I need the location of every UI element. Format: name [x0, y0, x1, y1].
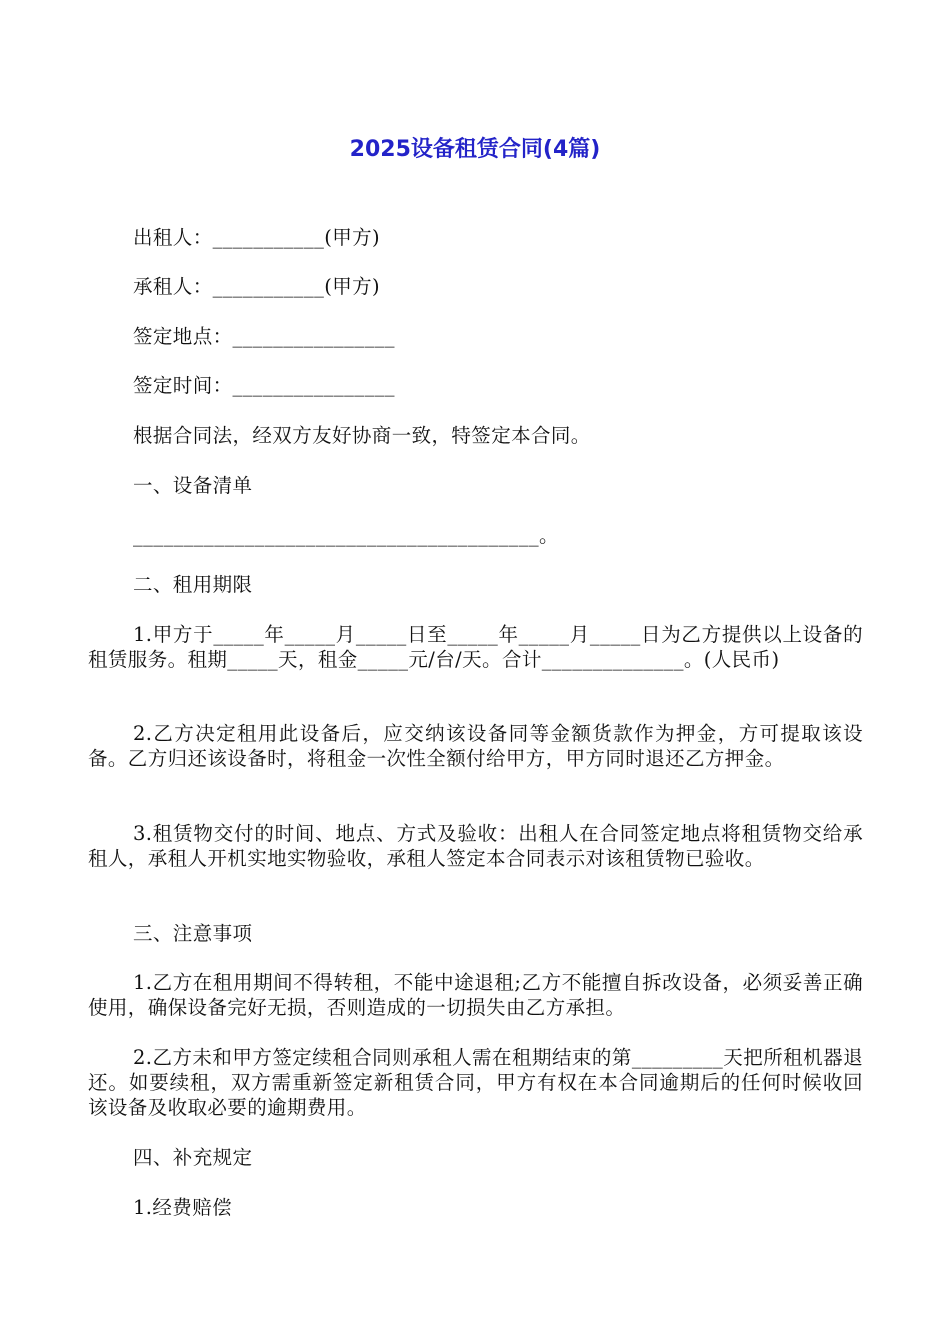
section-1-heading: 一、设备清单 — [133, 474, 253, 497]
sign-time-line: 签定时间：________________ — [133, 374, 395, 397]
sign-place-line: 签定地点：________________ — [133, 325, 395, 348]
section-3-item-1: 1.乙方在租用期间不得转租，不能中途退租;乙方不能擅自拆改设备，必须妥善正确使用，确保设备完好无损，否则造成的一切损失由乙方承担。 — [88, 971, 863, 1019]
lessee-line: 承租人：___________(甲方) — [133, 275, 381, 298]
section-3-heading: 三、注意事项 — [133, 922, 253, 945]
section-2-item-1: 1.甲方于_____年_____月_____日至_____年_____月_____日为乙方提供以上设备的租赁服务。租期_____天，租金_____元/台/天。合计______________。(人民币) — [88, 623, 863, 671]
equipment-list-blank: ________________________________________。 — [133, 524, 559, 547]
section-2-item-3: 3.租赁物交付的时间、地点、方式及验收：出租人在合同签定地点将租赁物交给承租人，承租人开机实地实物验收，承租人签定本合同表示对该租赁物已验收。 — [88, 822, 863, 870]
intro-paragraph: 根据合同法，经双方友好协商一致，特签定本合同。 — [133, 424, 591, 447]
section-4-item-1: 1.经费赔偿 — [133, 1196, 233, 1219]
document-title: 2025设备租赁合同(4篇) — [349, 137, 601, 162]
section-2-item-2: 2.乙方决定租用此设备后，应交纳该设备同等金额货款作为押金，方可提取该设备。乙方归还该设备时，将租金一次性全额付给甲方，甲方同时退还乙方押金。 — [88, 722, 863, 770]
lessor-line: 出租人：___________(甲方) — [133, 226, 381, 249]
section-3-item-2: 2.乙方未和甲方签定续租合同则承租人需在租期结束的第_________天把所租机器退还。如要续租，双方需重新签定新租赁合同，甲方有权在本合同逾期后的任何时候收回该设备及收取必要的逾期费用。 — [88, 1046, 863, 1119]
section-4-heading: 四、补充规定 — [133, 1146, 253, 1169]
section-2-heading: 二、租用期限 — [133, 573, 253, 596]
